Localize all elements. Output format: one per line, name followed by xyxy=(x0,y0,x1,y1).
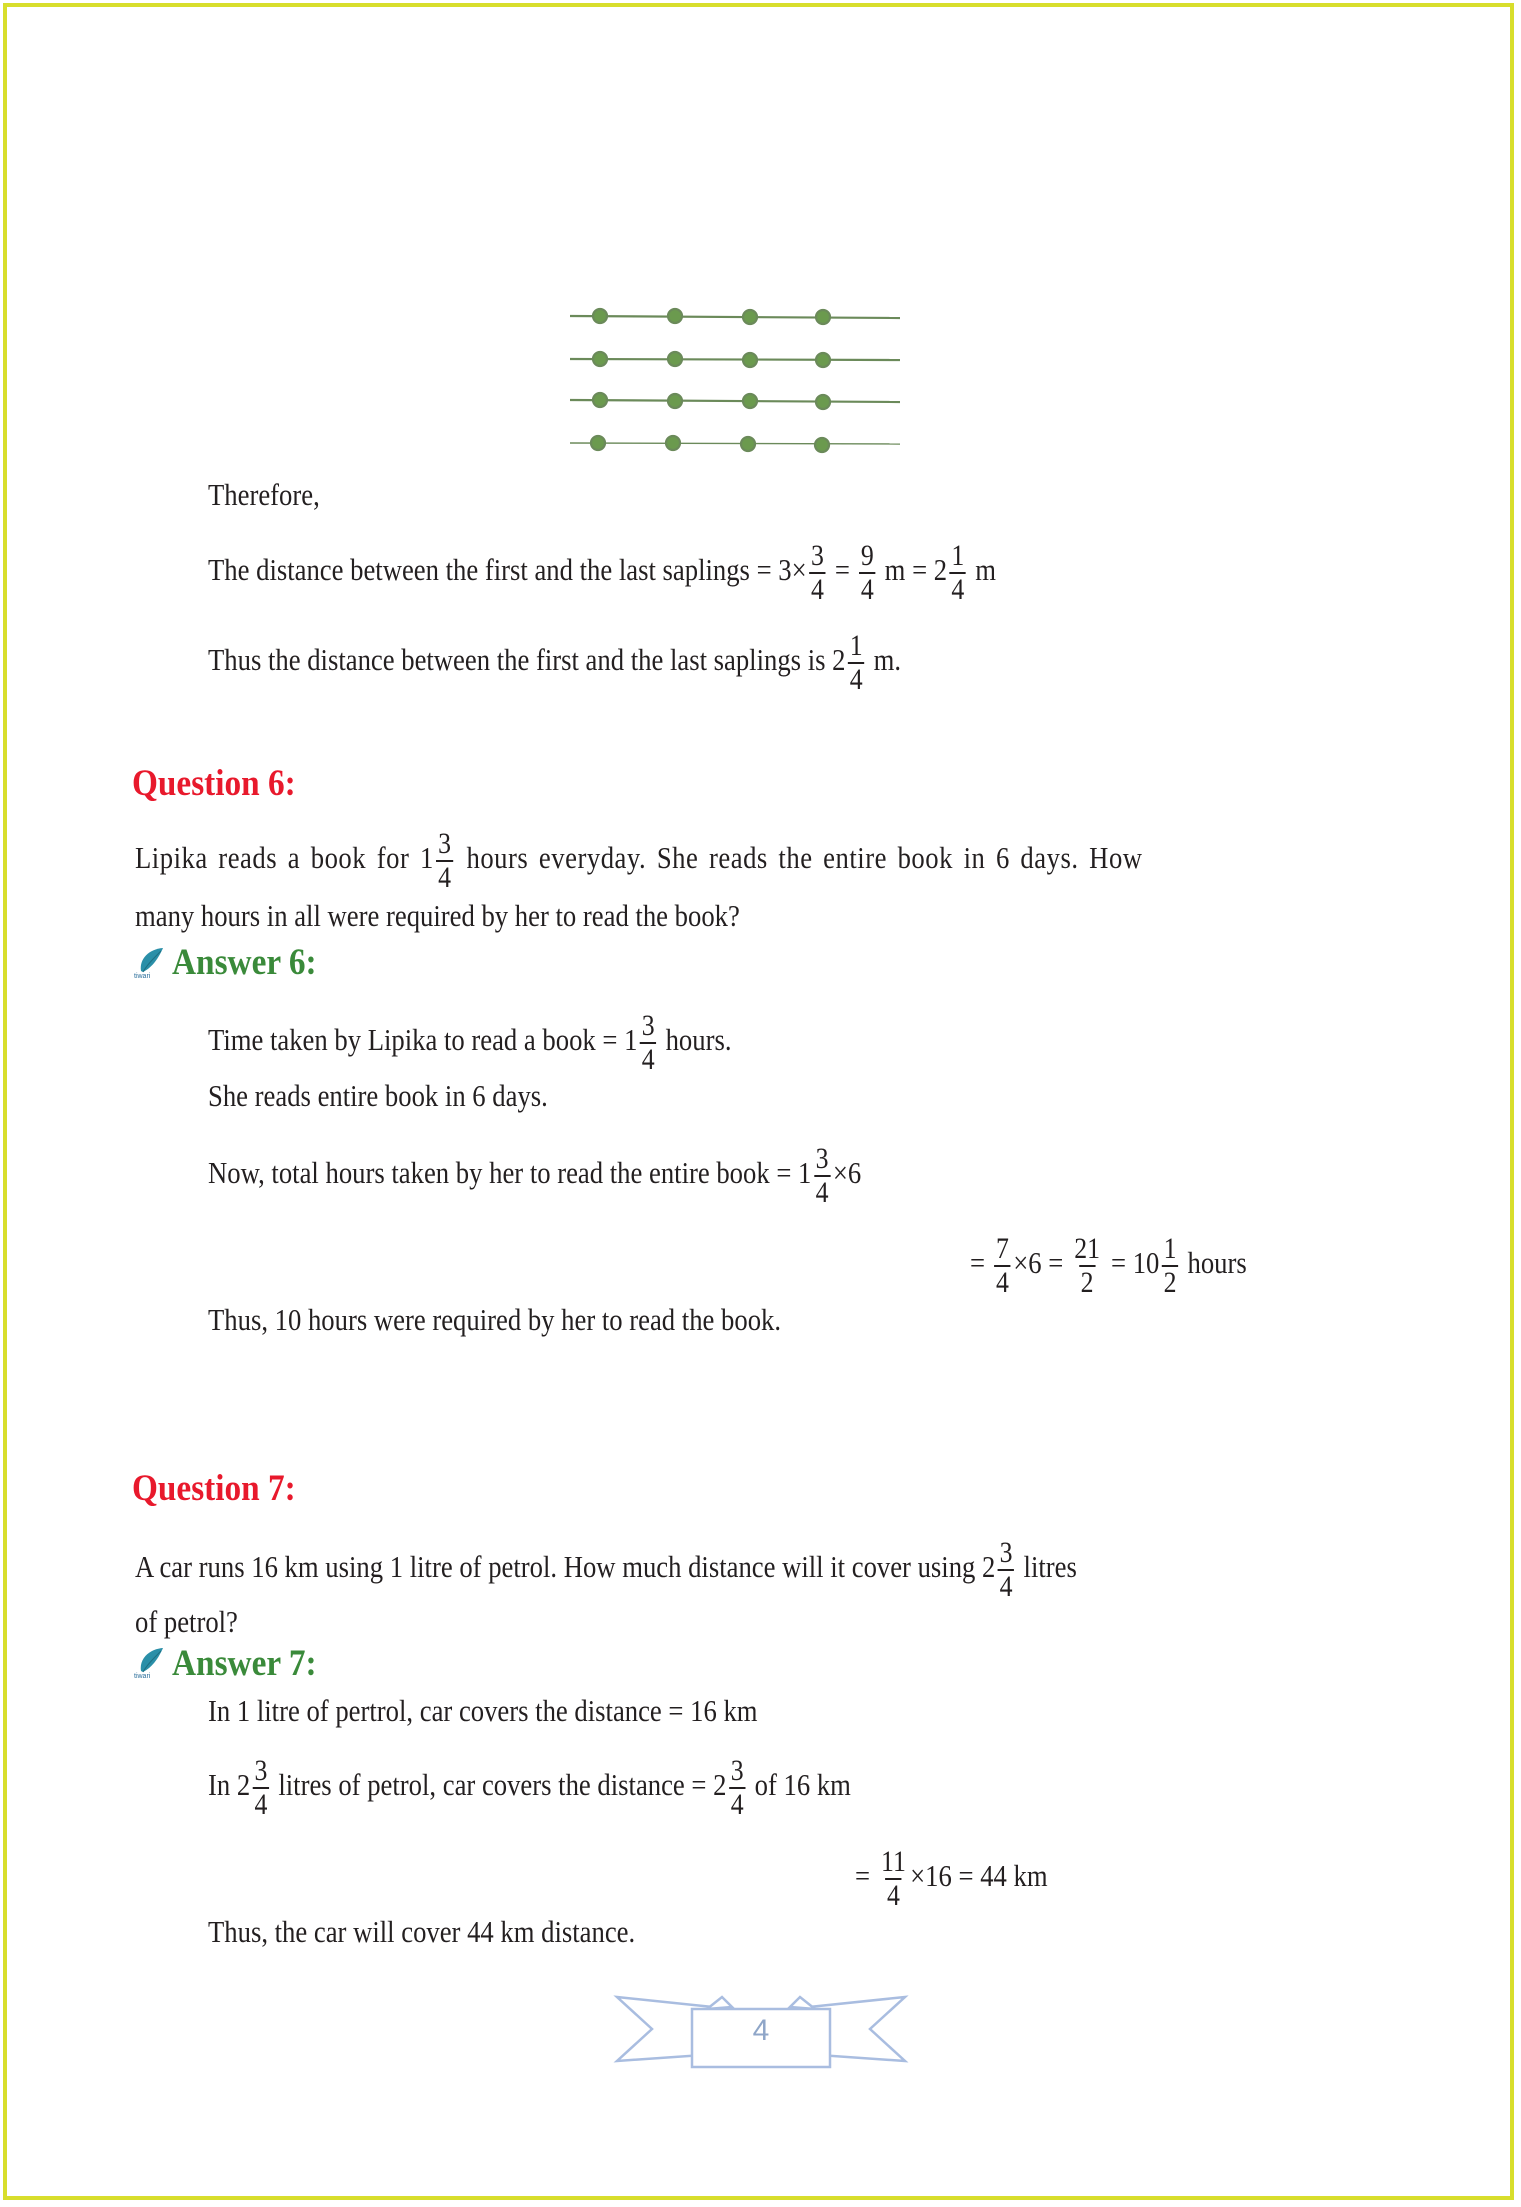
svg-text:tiwari: tiwari xyxy=(134,1673,151,1679)
answer-7-line1: In 1 litre of pertrol, car covers the distance = 16 km xyxy=(208,1693,758,1728)
tiwari-logo-icon xyxy=(133,1645,167,1679)
answer-6-line2: She reads entire book in 6 days. xyxy=(208,1078,548,1113)
fraction: $\frac{1}{4}$ xyxy=(849,629,863,696)
answer-7-line3: = $\frac{11}{4}$ ×16 = 44 km xyxy=(855,1845,1048,1912)
fraction: $\frac{21}{2}$ xyxy=(1074,1232,1101,1299)
fraction: $\frac{3}{4}$ xyxy=(810,539,824,606)
answer-6-line4: = $\frac{7}{4}$ ×6 = $\frac{21}{2}$ = 10 $\frac{1}{2}$ hours xyxy=(970,1232,1247,1299)
page-number: 4 xyxy=(752,2013,770,2047)
answer-6-line5: Thus, 10 hours were required by her to read the book. xyxy=(208,1302,782,1337)
fraction: $\frac{1}{4}$ xyxy=(951,539,965,606)
fraction: $\frac{3}{4}$ xyxy=(254,1754,268,1821)
answer-7-line2: In 2 $\frac{3}{4}$ litres of petrol, car covers the distance = 2 $\frac{3}{4}$ of 16 km xyxy=(208,1754,851,1821)
distance-equation: The distance between the first and the last saplings = 3× $\frac{3}{4}$ = $\frac{9}{4}$ m = 2 $\frac{1}{4}$ m xyxy=(208,539,997,606)
fraction: $\frac{3}{4}$ xyxy=(438,827,452,894)
tiwari-logo-icon xyxy=(133,945,167,979)
question-7-text-line1: A car runs 16 km using 1 litre of petrol. How much distance will it cover using 2 $\frac{3}{4}$ litres xyxy=(135,1536,1077,1603)
question-6-heading: Question 6: xyxy=(132,763,296,804)
answer-6-heading: Answer 6: xyxy=(172,942,317,983)
svg-text:tiwari: tiwari xyxy=(134,973,151,979)
fraction: $\frac{3}{4}$ xyxy=(999,1536,1013,1603)
fraction: $\frac{3}{4}$ xyxy=(815,1142,829,1209)
answer-7-heading: Answer 7: xyxy=(172,1643,317,1684)
answer-6-line1: Time taken by Lipika to read a book = 1 $\frac{3}{4}$ hours. xyxy=(208,1009,732,1076)
question-7-text-line2: of petrol? xyxy=(135,1604,238,1639)
question-6-text-line1: Lipika reads a book for 1 $\frac{3}{4}$ hours everyday. She reads the entire book in 6 days. How xyxy=(135,827,1143,894)
therefore-text: Therefore, xyxy=(208,477,320,512)
answer-7-line4: Thus, the car will cover 44 km distance. xyxy=(208,1914,636,1949)
fraction: $\frac{1}{2}$ xyxy=(1163,1232,1177,1299)
question-7-heading: Question 7: xyxy=(132,1468,296,1509)
distance-conclusion: Thus the distance between the first and the last saplings is 2 $\frac{1}{4}$ m. xyxy=(208,629,902,696)
saplings-figure xyxy=(565,298,905,458)
fraction: $\frac{11}{4}$ xyxy=(881,1845,906,1912)
question-6-text-line2: many hours in all were required by her to read the book? xyxy=(135,898,740,933)
fraction: $\frac{3}{4}$ xyxy=(730,1754,744,1821)
answer-6-line3: Now, total hours taken by her to read the entire book = 1 $\frac{3}{4}$ ×6 xyxy=(208,1142,862,1209)
page-number-ribbon xyxy=(612,1985,910,2070)
fraction: $\frac{3}{4}$ xyxy=(641,1009,655,1076)
fraction: $\frac{7}{4}$ xyxy=(996,1232,1009,1299)
fraction: $\frac{9}{4}$ xyxy=(860,539,874,606)
